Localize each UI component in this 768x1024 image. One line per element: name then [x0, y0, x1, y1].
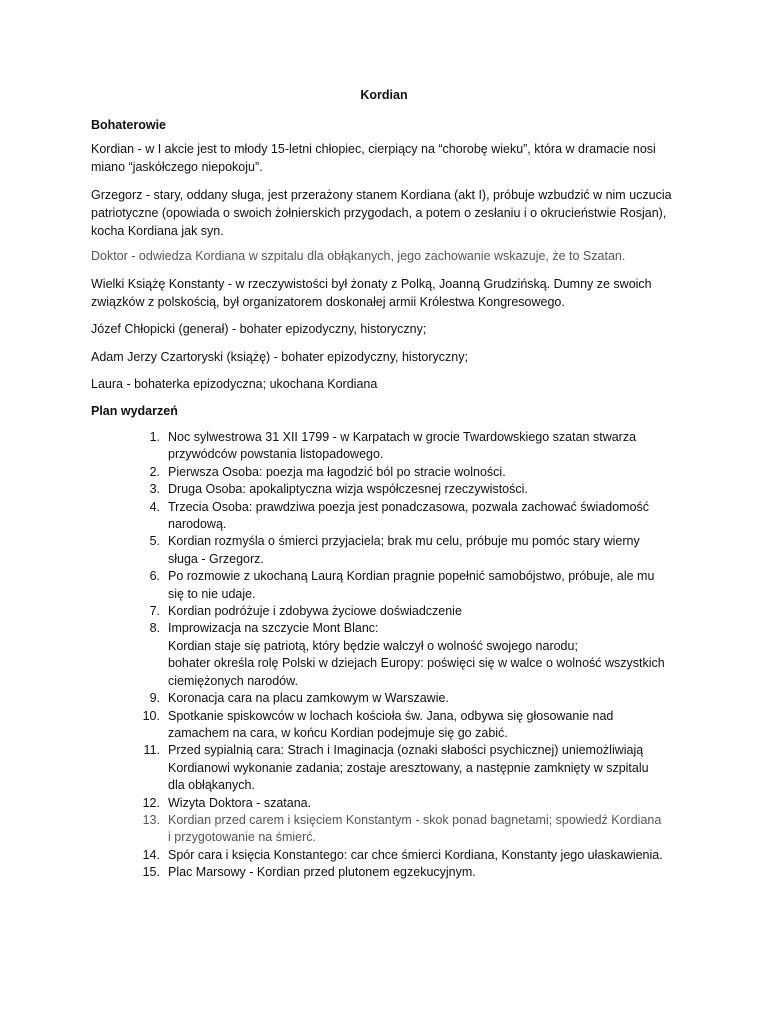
- character-paragraph-czartoryski: Adam Jerzy Czartoryski (książę) - bohater epizodyczny, historyczny;: [91, 350, 468, 364]
- plan-item-line: Wizyta Doktora - szatana.: [168, 795, 312, 810]
- plan-item-text: [160, 481, 694, 498]
- plan-item: [134, 464, 694, 481]
- plan-item: [134, 812, 694, 847]
- plan-item-line: Kordian przed carem i księciem Konstantym - skok ponad bagnetami; spowiedź Kordiana: [168, 812, 662, 827]
- plan-item: [134, 481, 694, 498]
- plan-item-line: Kordian rozmyśla o śmierci przyjaciela; brak mu celu, próbuje mu pomóc stary wierny: [168, 534, 640, 549]
- plan-item-number: 9.: [149, 691, 160, 706]
- plan-item-text: [160, 742, 694, 794]
- plan-item-number: 2.: [149, 464, 160, 479]
- plan-item-line: Pierwsza Osoba: poezja ma łagodzić ból po stracie wolności.: [168, 464, 506, 479]
- plan-item-line: Spotkanie spiskowców w lochach kościoła św. Jana, odbywa się głosowanie nad: [168, 708, 614, 723]
- plan-item-number: 7.: [149, 604, 160, 619]
- document-title: Kordian: [360, 88, 408, 102]
- plan-item-text: [160, 812, 694, 847]
- plan-item-line: zamachem na cara, w końcu Kordian podejmuje się go zabić.: [168, 725, 508, 740]
- plan-item-number: 3.: [149, 482, 160, 497]
- plan-item-number: 14.: [142, 847, 160, 862]
- plan-item-line: Druga Osoba: apokaliptyczna wizja współczesnej rzeczywistości.: [168, 482, 528, 497]
- plan-item-text: [160, 499, 694, 534]
- plan-item: [134, 603, 694, 620]
- plan-item: [134, 533, 694, 568]
- plan-heading: Plan wydarzeń: [91, 404, 178, 418]
- plan-item-text: [160, 708, 694, 743]
- plan-item-line: Przed sypialnią cara: Strach i Imaginacja (oznaki słabości psychicznej) uniemożliwiają: [168, 743, 644, 758]
- plan-item-line: Kordianowi wykonanie zadania; zostaje aresztowany, a następnie zamknięty w szpitalu: [168, 760, 649, 775]
- plan-item-text: [160, 690, 694, 707]
- plan-item-line: Spór cara i księcia Konstantego: car chce śmierci Kordiana, Konstanty jego ułaskawienia.: [168, 847, 663, 862]
- plan-item-line: i przygotowanie na śmierć.: [168, 830, 316, 845]
- plan-item-line: bohater określa rolę Polski w dziejach Europy: poświęci się w walce o wolność wszystkich: [168, 656, 665, 671]
- plan-item-line: ciemiężonych narodów.: [168, 673, 298, 688]
- plan-item-line: dla obłąkanych.: [168, 778, 255, 793]
- plan-item-text: [160, 847, 694, 864]
- plan-item-line: sługa - Grzegorz.: [168, 551, 264, 566]
- plan-item-text: [160, 620, 694, 690]
- plan-item-text: [160, 603, 694, 620]
- plan-item: [134, 847, 694, 864]
- plan-item-number: 6.: [149, 569, 160, 584]
- plan-item-text: [160, 864, 694, 881]
- plan-item-line: przywódców powstania listopadowego.: [168, 447, 384, 462]
- plan-item-line: się to nie udaje.: [168, 586, 256, 601]
- plan-item: [134, 620, 694, 690]
- characters-heading: Bohaterowie: [91, 118, 167, 132]
- plan-item-number: 1.: [149, 430, 160, 444]
- plan-item-line: Koronacja cara na placu zamkowym w Warszawie.: [168, 691, 449, 706]
- plan-item-text: [160, 795, 694, 812]
- character-paragraph-konstanty: Wielki Książę Konstanty - w rzeczywistości był żonaty z Polką, Joanną Grudzińską. Dumny ze swoich związków z polskością, był organizatorem doskonałej armii Królestwa Kongresowego.: [91, 277, 652, 309]
- plan-item-number: 13.: [142, 812, 160, 827]
- plan-item-text: [160, 568, 694, 603]
- plan-item: [134, 864, 694, 881]
- plan-item: [134, 742, 694, 794]
- plan-item-number: 4.: [149, 499, 160, 514]
- plan-item-line: Po rozmowie z ukochaną Laurą Kordian pragnie popełnić samobójstwo, próbuje, ale mu: [168, 569, 655, 584]
- character-paragraph-kordian: Kordian - w I akcie jest to młody 15-letni chłopiec, cierpiący na “chorobę wieku”, która w dramacie nosi miano “jaskółczego niepokoju”.: [91, 142, 656, 174]
- plan-item-line: Kordian staje się patriotą, który będzie walczył o wolność swojego narodu;: [168, 638, 578, 653]
- character-paragraph-doktor: Doktor - odwiedza Kordiana w szpitalu dla obłąkanych, jego zachowanie wskazuje, że to Szatan.: [91, 249, 626, 263]
- plan-item-number: 10.: [142, 708, 160, 723]
- character-paragraph-laura: Laura - bohaterka epizodyczna; ukochana Kordiana: [91, 377, 378, 391]
- plan-item-text: [160, 533, 694, 568]
- plan-item-number: 8.: [149, 621, 160, 636]
- plan-item-text: [160, 429, 694, 464]
- plan-item: [134, 795, 694, 812]
- plan-item-text: [160, 464, 694, 481]
- plan-item-line: Plac Marsowy - Kordian przed plutonem egzekucyjnym.: [168, 865, 476, 880]
- plan-item-line: Trzecia Osoba: prawdziwa poezja jest ponadczasowa, pozwala zachować świadomość: [168, 499, 650, 514]
- plan-item-line: Improwizacja na szczycie Mont Blanc:: [168, 621, 379, 636]
- plan-list: [134, 429, 694, 882]
- plan-item: [134, 568, 694, 603]
- plan-item-line: Kordian podróżuje i zdobywa życiowe doświadczenie: [168, 604, 462, 619]
- plan-item-number: 11.: [143, 743, 160, 758]
- plan-item-line: Noc sylwestrowa 31 XII 1799 - w Karpatach w grocie Twardowskiego szatan stwarza: [168, 430, 637, 444]
- plan-item: [134, 499, 694, 534]
- character-paragraph-grzegorz: Grzegorz - stary, oddany sługa, jest przerażony stanem Kordiana (akt I), próbuje wzbudzić w nim uczucia patriotyczne (opowiada o swoich żołnierskich przygodach, a potem o zesłaniu i o okrucieństwie Rosjan), kocha Kordiana jak syn.: [91, 188, 672, 238]
- plan-item-number: 5.: [149, 534, 160, 549]
- plan-item-line: narodową.: [168, 517, 227, 532]
- plan-item: [134, 708, 694, 743]
- plan-item: [134, 429, 694, 464]
- character-paragraph-chlopicki: Józef Chłopicki (generał) - bohater epizodyczny, historyczny;: [91, 322, 427, 336]
- plan-item-number: 15.: [142, 865, 160, 880]
- plan-item: [134, 690, 694, 707]
- plan-item-number: 12.: [142, 795, 160, 810]
